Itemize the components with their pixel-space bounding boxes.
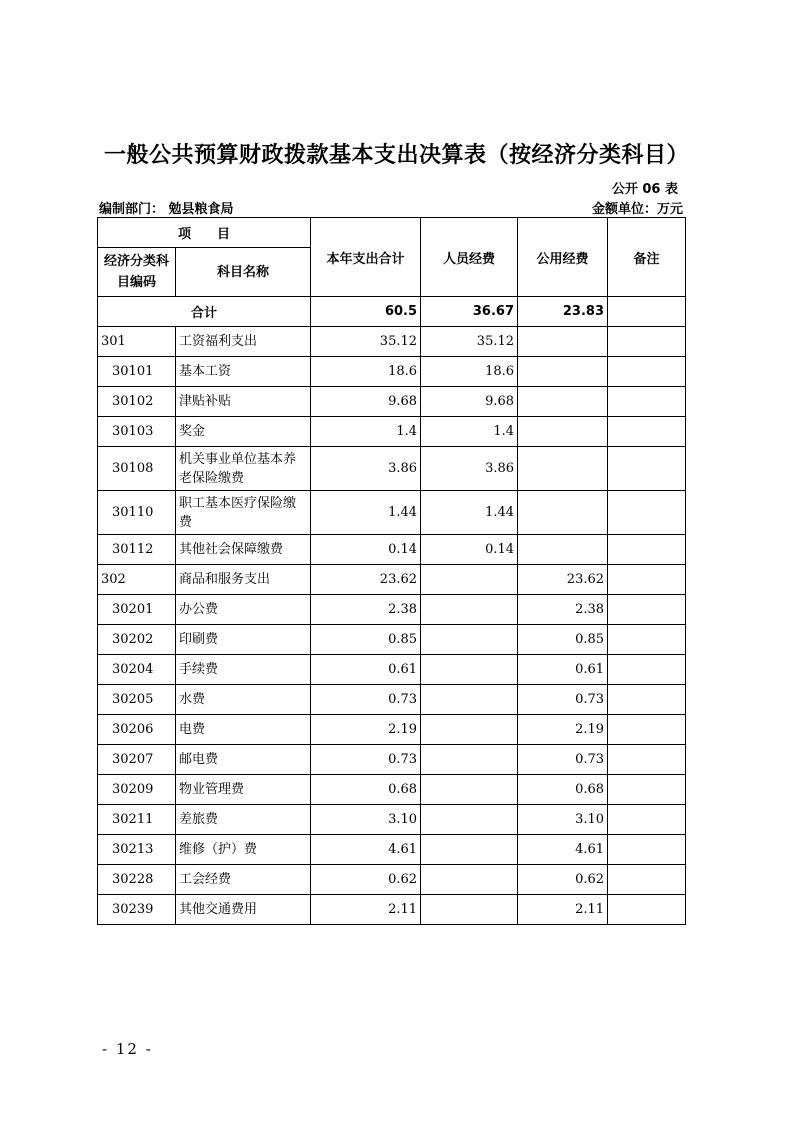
- row-remark: [608, 595, 686, 625]
- row-remark: [608, 835, 686, 865]
- row-public: [518, 327, 608, 357]
- row-name: 基本工资: [176, 357, 311, 387]
- form-number: 公开 06 表: [611, 182, 678, 197]
- header-code: 经济分类科目编码: [98, 248, 176, 297]
- row-personnel: [421, 865, 518, 895]
- table-row: [98, 327, 686, 357]
- header-name: 科目名称: [176, 248, 311, 297]
- header-total: 本年支出合计: [311, 218, 421, 297]
- row-personnel: 18.6: [421, 357, 518, 387]
- page-number: - 12 -: [102, 1040, 153, 1058]
- row-total: 0.85: [311, 625, 421, 655]
- row-name: 电费: [176, 715, 311, 745]
- row-name: 商品和服务支出: [176, 565, 311, 595]
- page-title: 一般公共预算财政拨款基本支出决算表（按经济分类科目）: [103, 143, 689, 168]
- row-code: 30102: [98, 387, 176, 417]
- row-name: 其他社会保障缴费: [176, 535, 311, 565]
- row-remark: [608, 715, 686, 745]
- row-public: [518, 357, 608, 387]
- row-name: 其他交通费用: [176, 895, 311, 925]
- row-code: 30239: [98, 895, 176, 925]
- row-personnel: [421, 775, 518, 805]
- row-total: 35.12: [311, 327, 421, 357]
- row-remark: [608, 655, 686, 685]
- row-total: 2.38: [311, 595, 421, 625]
- row-remark: [608, 417, 686, 447]
- row-personnel: 1.4: [421, 417, 518, 447]
- header-personnel: 人员经费: [421, 218, 518, 297]
- row-personnel: [421, 565, 518, 595]
- table-row: [98, 565, 686, 595]
- row-public: 23.62: [518, 565, 608, 595]
- row-total: 0.68: [311, 775, 421, 805]
- row-total: 1.44: [311, 491, 421, 535]
- row-public: 0.73: [518, 745, 608, 775]
- row-public: 2.38: [518, 595, 608, 625]
- row-remark: [608, 805, 686, 835]
- row-personnel: [421, 625, 518, 655]
- row-remark: [608, 685, 686, 715]
- row-code: 30103: [98, 417, 176, 447]
- table-row: [98, 865, 686, 895]
- row-total: 1.4: [311, 417, 421, 447]
- header-public: 公用经费: [518, 218, 608, 297]
- table-row: [98, 595, 686, 625]
- row-name: 差旅费: [176, 805, 311, 835]
- summary-public: 23.83: [518, 297, 608, 327]
- row-remark: [608, 775, 686, 805]
- row-name: 手续费: [176, 655, 311, 685]
- row-name: 办公费: [176, 595, 311, 625]
- row-name: 维修（护）费: [176, 835, 311, 865]
- summary-total: 60.5: [311, 297, 421, 327]
- row-name: 工会经费: [176, 865, 311, 895]
- row-personnel: [421, 655, 518, 685]
- row-total: 2.19: [311, 715, 421, 745]
- row-code: 30205: [98, 685, 176, 715]
- table-row: [98, 535, 686, 565]
- row-code: 30101: [98, 357, 176, 387]
- row-public: [518, 447, 608, 491]
- row-personnel: [421, 685, 518, 715]
- row-name: 机关事业单位基本养老保险缴费: [176, 447, 311, 491]
- table-row: [98, 357, 686, 387]
- row-remark: [608, 447, 686, 491]
- table-row: [98, 835, 686, 865]
- row-total: 0.73: [311, 685, 421, 715]
- row-name: 奖金: [176, 417, 311, 447]
- row-total: 18.6: [311, 357, 421, 387]
- row-personnel: 9.68: [421, 387, 518, 417]
- row-remark: [608, 491, 686, 535]
- row-code: 30207: [98, 745, 176, 775]
- row-remark: [608, 625, 686, 655]
- table-row: [98, 625, 686, 655]
- row-personnel: [421, 805, 518, 835]
- row-remark: [608, 565, 686, 595]
- row-total: 4.61: [311, 835, 421, 865]
- row-personnel: [421, 715, 518, 745]
- row-remark: [608, 357, 686, 387]
- row-name: 津贴补贴: [176, 387, 311, 417]
- row-remark: [608, 865, 686, 895]
- row-total: 0.62: [311, 865, 421, 895]
- row-code: 30209: [98, 775, 176, 805]
- row-code: 30206: [98, 715, 176, 745]
- row-personnel: 35.12: [421, 327, 518, 357]
- table-row: [98, 715, 686, 745]
- table-row: [98, 895, 686, 925]
- row-total: 9.68: [311, 387, 421, 417]
- row-name: 邮电费: [176, 745, 311, 775]
- row-personnel: 1.44: [421, 491, 518, 535]
- row-name: 工资福利支出: [176, 327, 311, 357]
- row-public: 0.68: [518, 775, 608, 805]
- row-total: 2.11: [311, 895, 421, 925]
- summary-label: 合计: [98, 297, 311, 327]
- row-total: 0.14: [311, 535, 421, 565]
- table-row: [98, 775, 686, 805]
- row-name: 水费: [176, 685, 311, 715]
- row-public: 4.61: [518, 835, 608, 865]
- row-personnel: [421, 595, 518, 625]
- row-public: 0.73: [518, 685, 608, 715]
- row-remark: [608, 745, 686, 775]
- row-total: 3.86: [311, 447, 421, 491]
- row-personnel: 0.14: [421, 535, 518, 565]
- row-code: 301: [98, 327, 176, 357]
- row-code: 30201: [98, 595, 176, 625]
- row-code: 30213: [98, 835, 176, 865]
- table-row: [98, 655, 686, 685]
- department-label: 编制部门： 勉县粮食局: [99, 202, 234, 217]
- table-row: [98, 491, 686, 535]
- row-personnel: 3.86: [421, 447, 518, 491]
- row-public: [518, 417, 608, 447]
- row-remark: [608, 387, 686, 417]
- unit-label: 金额单位：万元: [591, 202, 683, 217]
- summary-row: [98, 297, 686, 327]
- row-public: [518, 387, 608, 417]
- row-code: 30204: [98, 655, 176, 685]
- row-total: 3.10: [311, 805, 421, 835]
- table-row: [98, 387, 686, 417]
- table-row: [98, 447, 686, 491]
- summary-remark: [608, 297, 686, 327]
- header-remark: 备注: [608, 218, 686, 297]
- row-code: 30211: [98, 805, 176, 835]
- row-total: 23.62: [311, 565, 421, 595]
- row-name: 物业管理费: [176, 775, 311, 805]
- row-code: 30110: [98, 491, 176, 535]
- row-public: [518, 491, 608, 535]
- row-remark: [608, 895, 686, 925]
- row-remark: [608, 535, 686, 565]
- row-name: 职工基本医疗保险缴费: [176, 491, 311, 535]
- row-public: 0.61: [518, 655, 608, 685]
- row-public: [518, 535, 608, 565]
- row-total: 0.73: [311, 745, 421, 775]
- summary-personnel: 36.67: [421, 297, 518, 327]
- row-public: 2.19: [518, 715, 608, 745]
- row-public: 0.85: [518, 625, 608, 655]
- row-code: 302: [98, 565, 176, 595]
- table-row: [98, 417, 686, 447]
- row-code: 30108: [98, 447, 176, 491]
- row-personnel: [421, 835, 518, 865]
- row-personnel: [421, 895, 518, 925]
- row-code: 30112: [98, 535, 176, 565]
- row-remark: [608, 327, 686, 357]
- row-code: 30228: [98, 865, 176, 895]
- row-public: 0.62: [518, 865, 608, 895]
- row-code: 30202: [98, 625, 176, 655]
- row-public: 3.10: [518, 805, 608, 835]
- row-name: 印刷费: [176, 625, 311, 655]
- table-row: [98, 685, 686, 715]
- header-item: 项 目: [98, 218, 311, 248]
- row-personnel: [421, 745, 518, 775]
- row-total: 0.61: [311, 655, 421, 685]
- expenditure-table: [97, 217, 686, 925]
- table-row: [98, 745, 686, 775]
- table-row: [98, 805, 686, 835]
- row-public: 2.11: [518, 895, 608, 925]
